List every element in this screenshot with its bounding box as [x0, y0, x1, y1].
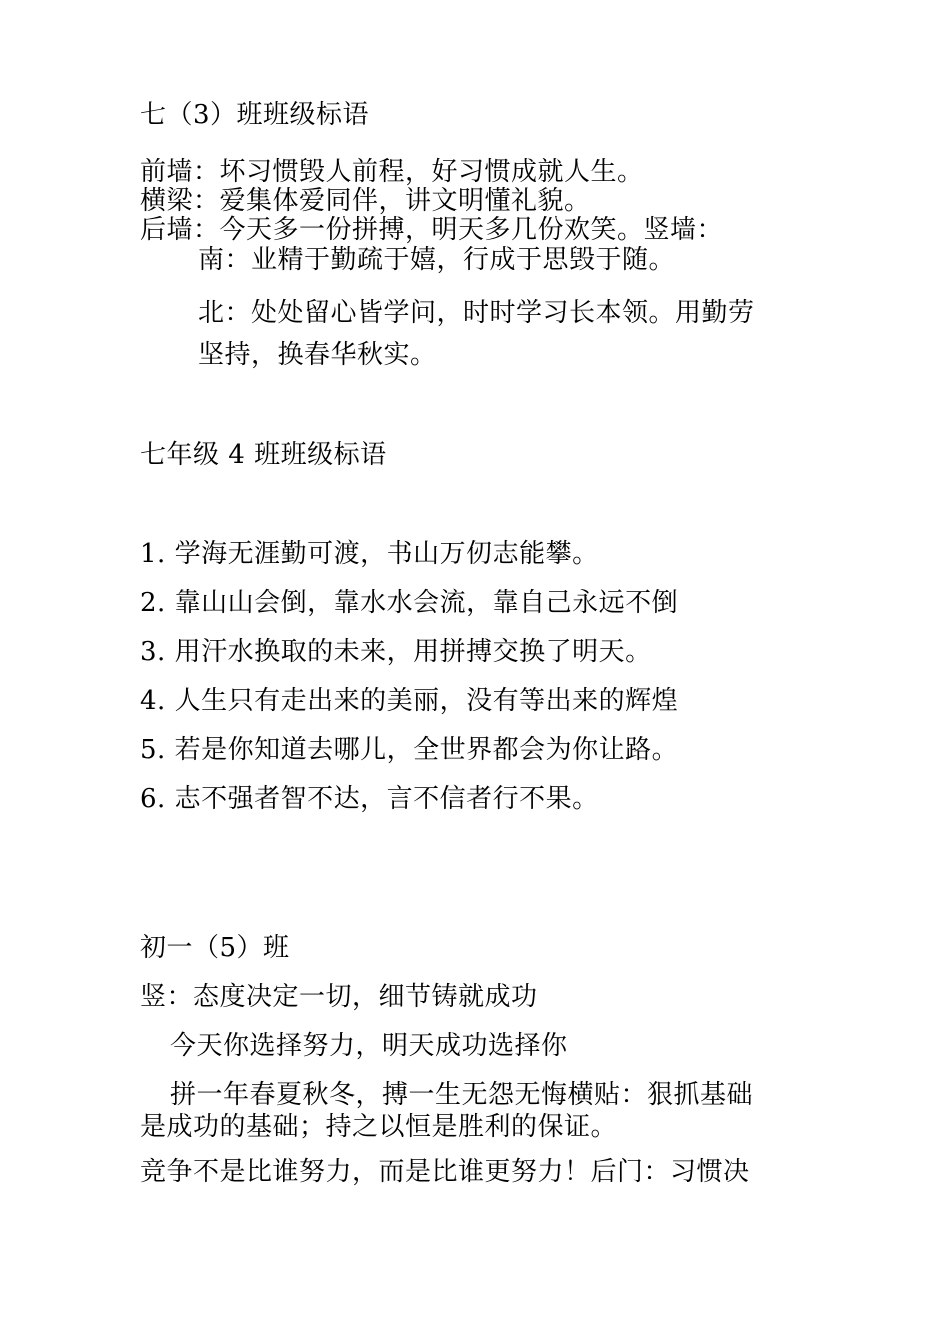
- section2-list-item: 3. 用汗水换取的未来，用拼搏交换了明天。: [140, 637, 652, 667]
- section1-line-beam: 横梁：爱集体爱同伴，讲文明懂礼貌。: [140, 186, 591, 216]
- section3-line-horizontal-cont: 是成功的基础；持之以恒是胜利的保证。: [140, 1112, 618, 1142]
- section1-line-front-wall: 前墙：坏习惯毁人前程，好习惯成就人生。: [140, 157, 644, 187]
- section1-line-north: 北：处处留心皆学问，时时学习长本领。用勤劳: [198, 298, 755, 328]
- section2-list-item: 2. 靠山山会倒，靠水水会流，靠自己永远不倒: [140, 588, 679, 618]
- section3-line-back-door: 竞争不是比谁努力，而是比谁更努力！后门：习惯决: [140, 1157, 750, 1187]
- section2-title: 七年级 4 班班级标语: [140, 440, 387, 470]
- section3-line-choice: 今天你选择努力，明天成功选择你: [170, 1031, 568, 1061]
- section3-title: 初一（5）班: [140, 933, 290, 963]
- section1-title: 七（3）班班级标语: [140, 100, 370, 130]
- section1-line-back-wall: 后墙：今天多一份拼搏，明天多几份欢笑。竖墙：: [140, 215, 724, 245]
- section1-line-south: 南：业精于勤疏于嬉，行成于思毁于随。: [198, 245, 676, 275]
- section2-list-item: 5. 若是你知道去哪儿，全世界都会为你让路。: [140, 735, 679, 765]
- section1-line-north-cont: 坚持，换春华秋实。: [198, 340, 437, 370]
- section2-list-item: 1. 学海无涯勤可渡，书山万仞志能攀。: [140, 539, 599, 569]
- section2-list-item: 6. 志不强者智不达，言不信者行不果。: [140, 784, 599, 814]
- section3-line-vertical: 竖：态度决定一切，细节铸就成功: [140, 982, 538, 1012]
- section3-line-horizontal: 拼一年春夏秋冬，搏一生无怨无悔横贴：狠抓基础: [170, 1080, 754, 1110]
- section2-list-item: 4. 人生只有走出来的美丽，没有等出来的辉煌: [140, 686, 679, 716]
